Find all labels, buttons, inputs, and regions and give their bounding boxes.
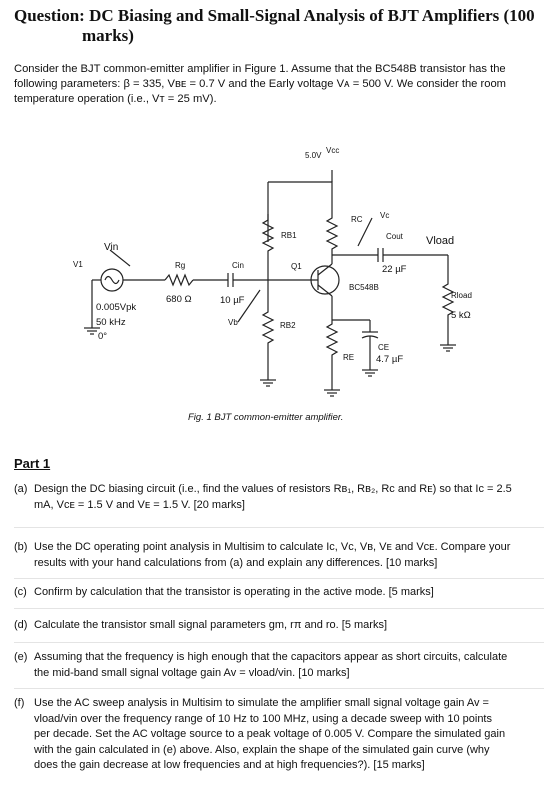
cin-label: Cin <box>232 261 245 270</box>
rb1-resistor <box>263 214 273 257</box>
question-f-line-3: per decade. Set the AC voltage source to a peak voltage of 0.005 V. Compare the simulated gain <box>34 728 506 740</box>
question-title <box>14 6 544 46</box>
question-f-line-4: with the gain calculated in (e) above. Also, explain the shape of the simulated gain curve (why <box>34 743 490 756</box>
intro-line-3: temperature operation (i.e., Vᴛ = 25 mV). <box>14 93 217 105</box>
q1-label: Q1 <box>291 262 302 271</box>
vload-label: Vload <box>426 235 455 247</box>
question-c-label: (c) <box>14 586 27 598</box>
part-heading: Part 1 <box>14 456 51 471</box>
question-d-label: (d) <box>14 619 28 631</box>
vin-label: Vin <box>104 242 119 253</box>
divider <box>14 608 544 609</box>
rc-label: RC <box>351 215 363 224</box>
re-label: RE <box>343 353 355 362</box>
rc-resistor <box>327 214 337 255</box>
source-phase: 0° <box>98 331 108 342</box>
rload-value: 5 kΩ <box>451 310 471 321</box>
divider <box>14 642 544 643</box>
title-line-2: marks) <box>82 26 134 45</box>
vb-label: Vb <box>228 318 238 327</box>
divider <box>14 527 544 528</box>
vc-label: Vc <box>380 211 390 220</box>
intro-line-2: following parameters: β = 335, Vʙᴇ = 0.7 V and the Early voltage Vᴀ = 500 V. We consider the room <box>14 78 507 90</box>
title-line-1: Question: DC Biasing and Small-Signal Analysis of BJT Amplifiers (100 <box>14 6 535 25</box>
cout-value: 22 µF <box>382 264 407 275</box>
re-resistor <box>327 320 337 390</box>
rload-label: Rload <box>451 291 472 300</box>
question-f-line-5: does the gain decrease at low frequencies and at high frequencies?). [15 marks] <box>34 759 425 771</box>
transistor-label: BC548B <box>349 283 379 292</box>
figure-caption: Fig. 1 BJT common-emitter amplifier. <box>188 412 344 423</box>
question-f <box>14 696 544 774</box>
question-a <box>14 482 544 513</box>
cin-value: 10 µF <box>220 295 245 306</box>
question-c-line-1: Confirm by calculation that the transistor is operating in the active mode. [5 marks] <box>34 586 434 598</box>
question-a-line-1: Design the DC biasing circuit (i.e., find the values of resistors Rʙ₁, Rʙ₂, Rᴄ and Rᴇ) so that Iᴄ = 2.5 <box>34 483 512 495</box>
vcc-label: Vcc <box>326 146 340 155</box>
intro-paragraph <box>14 62 544 107</box>
question-c <box>14 585 544 601</box>
vcc-rail <box>268 182 332 214</box>
question-d-line-1: Calculate the transistor small signal parameters gm, rπ and ro. [5 marks] <box>34 619 387 631</box>
question-e-line-1: Assuming that the frequency is high enough that the capacitors appear as short circuits, calculate <box>34 651 508 663</box>
divider <box>14 578 544 579</box>
question-e <box>14 650 544 681</box>
rg-label: Rg <box>175 261 186 270</box>
rb1-label: RB1 <box>281 231 297 240</box>
source-amplitude: 0.005Vpk <box>96 302 137 313</box>
supply-voltage-label: 5.0V <box>305 151 322 160</box>
question-e-label: (e) <box>14 651 28 663</box>
question-b-line-1: Use the DC operating point analysis in Multisim to calculate Iᴄ, Vᴄ, Vʙ, Vᴇ and Vᴄᴇ. Compare your <box>34 541 511 553</box>
rg-value: 680 Ω <box>166 294 192 305</box>
rg-resistor <box>165 275 193 285</box>
source-frequency: 50 kHz <box>96 317 126 328</box>
question-e-line-2: the mid-band small signal voltage gain Av = vload/vin. [10 marks] <box>34 666 350 679</box>
question-b <box>14 540 544 571</box>
question-f-line-2: vload/vin over the frequency range of 10 Hz to 100 MHz, using a decade sweep with 10 points <box>34 712 492 725</box>
question-f-label: (f) <box>14 697 25 709</box>
question-b-line-2: results with your hand calculations from (a) and explain any differences. [10 marks] <box>34 556 438 569</box>
intro-line-1: Consider the BJT common-emitter amplifier in Figure 1. Assume that the BC548B transistor has the <box>14 63 506 75</box>
question-b-label: (b) <box>14 541 28 553</box>
divider <box>14 688 544 689</box>
rb2-label: RB2 <box>280 321 296 330</box>
ce-label: CE <box>378 343 390 352</box>
ce-value: 4.7 µF <box>376 354 404 365</box>
question-a-line-2: mA, Vᴄᴇ = 1.5 V and Vᴇ = 1.5 V. [20 marks] <box>34 498 245 511</box>
v1-label: V1 <box>73 260 83 269</box>
circuit-diagram <box>60 140 520 440</box>
rb2-resistor <box>263 308 273 380</box>
question-d <box>14 618 544 634</box>
question-a-label: (a) <box>14 483 28 495</box>
cout-label: Cout <box>386 232 403 241</box>
question-f-line-1: Use the AC sweep analysis in Multisim to simulate the amplifier small signal voltage gain Av = <box>34 697 489 709</box>
